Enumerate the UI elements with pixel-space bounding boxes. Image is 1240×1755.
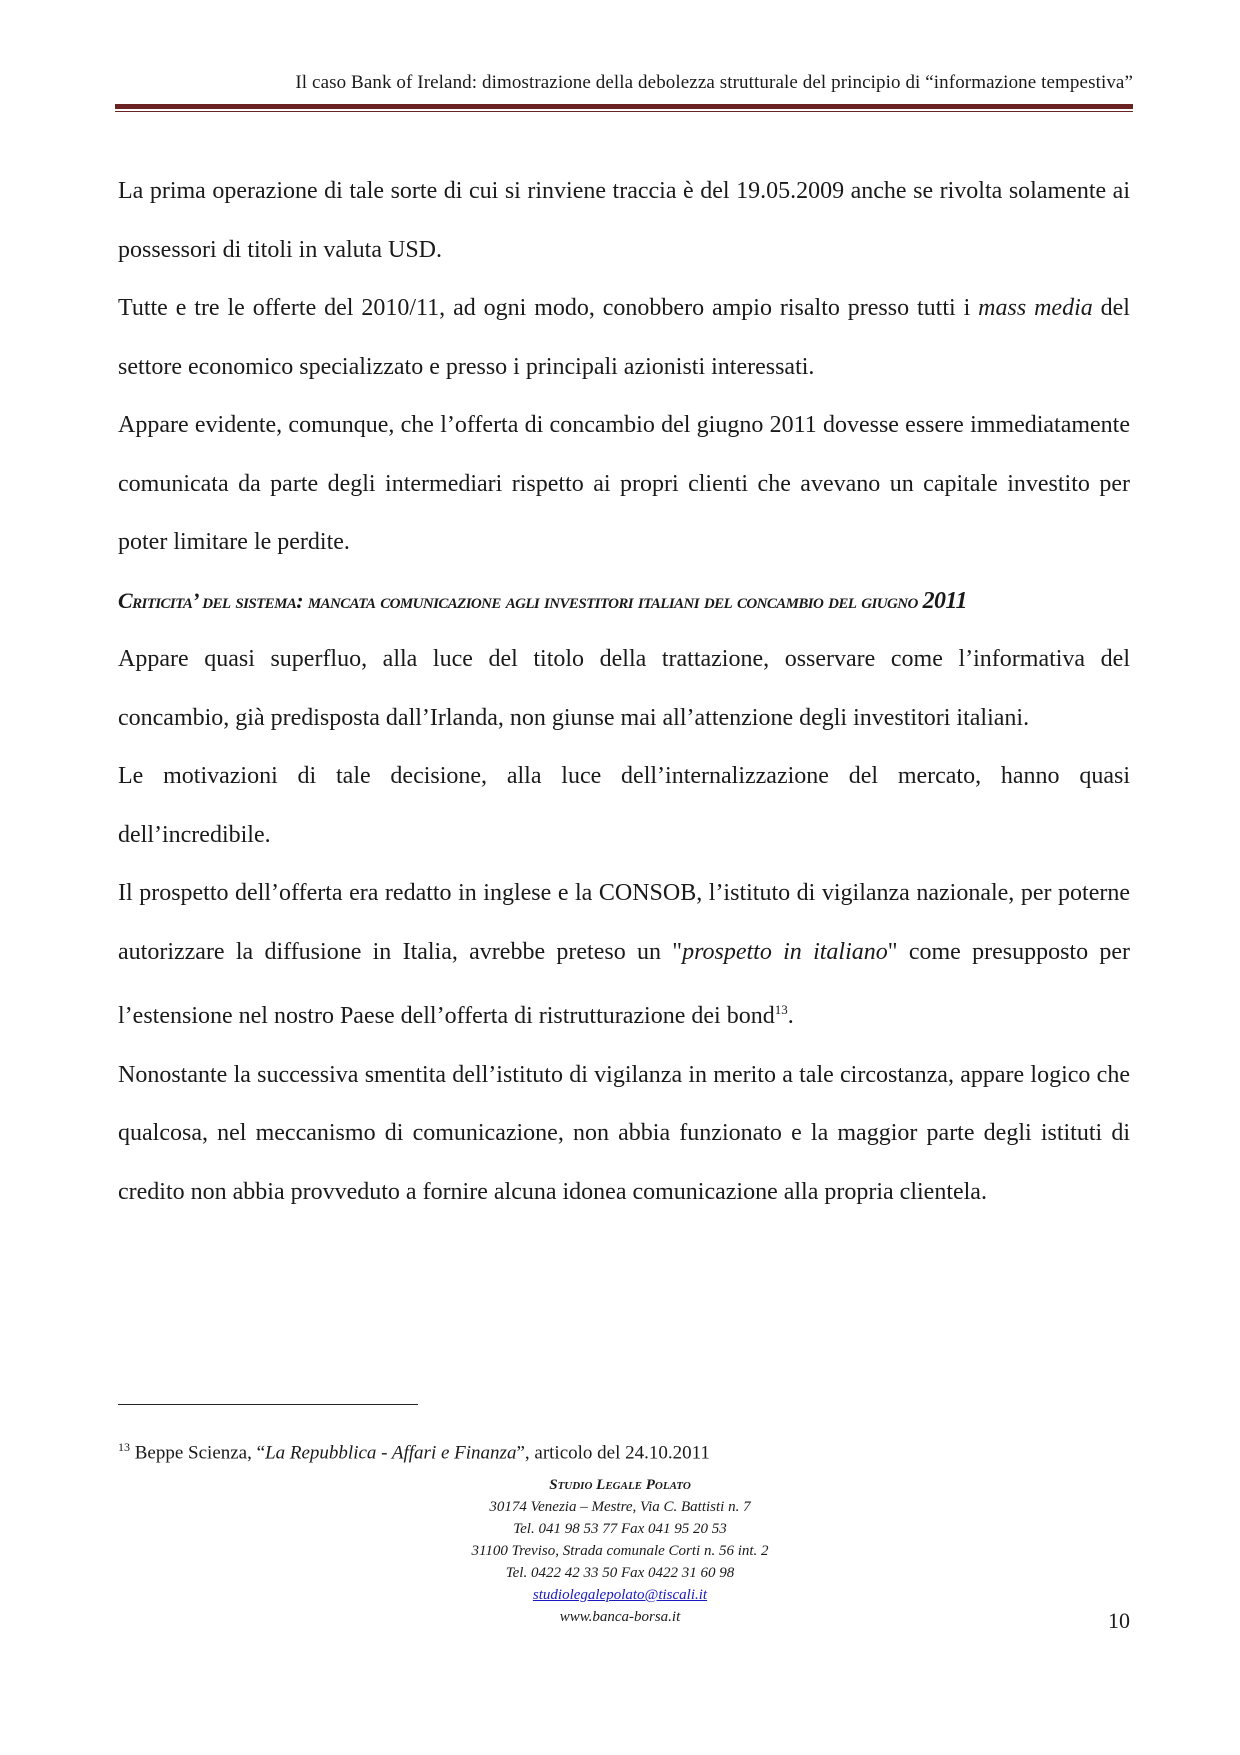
paragraph-4: Appare quasi superfluo, alla luce del titolo della trattazione, osservare come l’informativa del concambio, già predisposta dall’Irlanda, non giunse mai all’attenzione degli investitori italiani. bbox=[118, 646, 1130, 731]
paragraph-2-text-a: Tutte e tre le offerte del 2010/11, ad ogni modo, conobbero ampio risalto presso tutti i bbox=[118, 295, 979, 321]
email-link[interactable]: studiolegalepolato@tiscali.it bbox=[532, 1587, 708, 1603]
header-rule-thick bbox=[115, 104, 1133, 109]
phone-line-venezia: Tel. 041 98 53 77 Fax 041 95 20 53 bbox=[513, 1521, 727, 1537]
page-number: 10 bbox=[1108, 1608, 1130, 1633]
paragraph-5: Le motivazioni di tale decisione, alla luce dell’internalizzazione del mercato, hanno quasi dell’incredibile. bbox=[118, 763, 1130, 848]
firm-name: Studio Legale Polato bbox=[549, 1477, 691, 1493]
address-line-venezia: 30174 Venezia – Mestre, Via C. Battisti n. 7 bbox=[489, 1499, 751, 1515]
paragraph-1: La prima operazione di tale sorte di cui si rinviene traccia è del 19.05.2009 anche se rivolta solamente ai possessori di titoli in valuta USD. bbox=[118, 178, 1130, 263]
footnote-text-b: ”, articolo del 24.10.2011 bbox=[516, 1442, 710, 1464]
website: www.banca-borsa.it bbox=[559, 1609, 681, 1625]
phone-line-treviso: Tel. 0422 42 33 50 Fax 0422 31 60 98 bbox=[505, 1565, 735, 1581]
running-header: Il caso Bank of Ireland: dimostrazione della debolezza strutturale del principio di “informazione tempestiva” bbox=[295, 72, 1133, 93]
address-line-treviso: 31100 Treviso, Strada comunale Corti n. 56 int. 2 bbox=[471, 1543, 769, 1559]
paragraph-3: Appare evidente, comunque, che l’offerta di concambio del giugno 2011 dovesse essere immediatamente comunicata da parte degli intermediari rispetto ai propri clienti che avevano un capitale investito per poter limitare le perdite. bbox=[118, 412, 1130, 555]
section-heading-text: Criticita’ del sistema: mancata comunicazione agli investitori italiani del concambio del giugno bbox=[118, 587, 923, 613]
footnote-text-a: Beppe Scienza, “ bbox=[130, 1442, 266, 1464]
footnote-number: 13 bbox=[118, 1440, 130, 1454]
paragraph-6-emphasis: prospetto in italiano bbox=[682, 938, 888, 965]
paragraph-6-text-b: " come presupposto per l’estensione nel nostro Paese dell’offerta di ristrutturazione dei bond bbox=[118, 938, 1130, 1029]
footnote-reference[interactable]: 13 bbox=[774, 1002, 788, 1017]
paragraph-6-text-c: . bbox=[787, 1003, 794, 1029]
section-heading-year: 2011 bbox=[922, 587, 967, 614]
paragraph-6 bbox=[118, 864, 1130, 1046]
footnote-separator bbox=[118, 1404, 418, 1405]
paragraph-2-emphasis: mass media bbox=[978, 295, 1093, 321]
firm-address-block bbox=[0, 1474, 1240, 1628]
header-rule-thin bbox=[115, 111, 1133, 112]
footnote-source: La Repubblica - Affari e Finanza bbox=[265, 1442, 517, 1464]
paragraph-2 bbox=[118, 279, 1130, 396]
section-heading bbox=[118, 572, 1130, 631]
paragraph-2-text-b: del settore economico specializzato e presso i principali azionisti interessati. bbox=[118, 295, 1130, 380]
paragraph-7: Nonostante la successiva smentita dell’istituto di vigilanza in merito a tale circostanza, appare logico che qualcosa, nel meccanismo di comunicazione, non abbia funzionato e la maggior parte degli istituti di credito non abbia provveduto a fornire alcuna idonea comunicazione alla propria clientela. bbox=[118, 1061, 1130, 1205]
paragraph-6-text-a: Il prospetto dell’offerta era redatto in inglese e la CONSOB, l’istituto di vigilanza nazionale, per poterne autorizzare la diffusione in Italia, avrebbe preteso un " bbox=[118, 880, 1130, 965]
body-text bbox=[118, 162, 1130, 1221]
footnote bbox=[118, 1440, 710, 1464]
